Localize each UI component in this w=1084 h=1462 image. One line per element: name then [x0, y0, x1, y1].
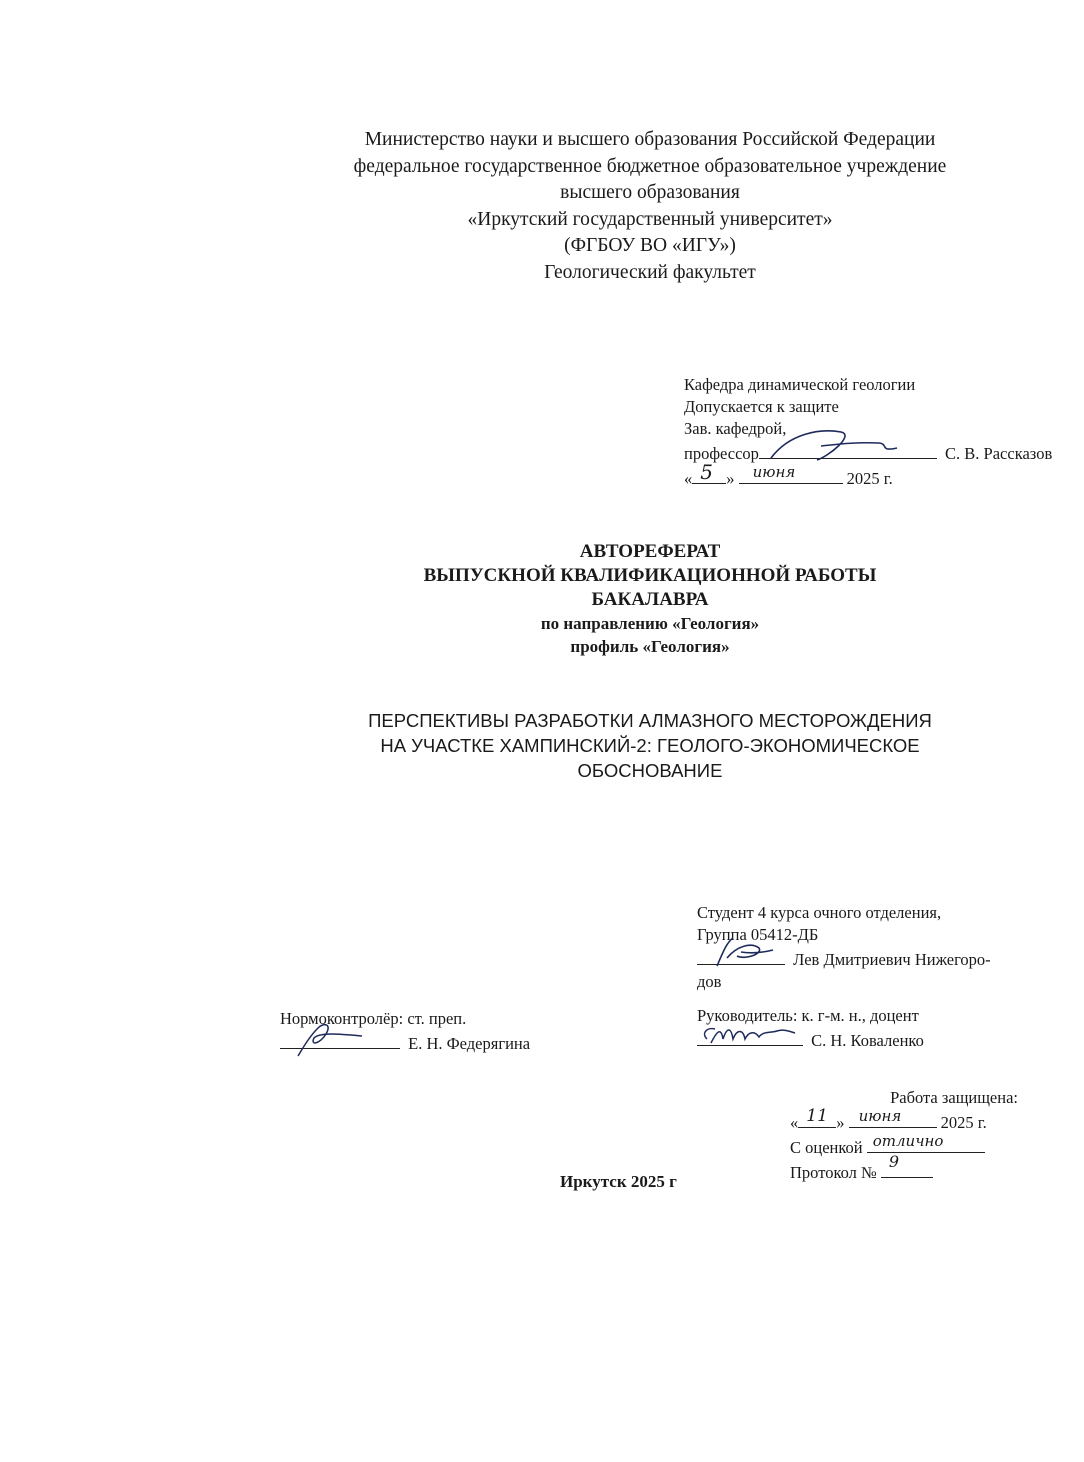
- supervisor-block: [697, 1005, 924, 1052]
- supervisor-signature-line: [697, 1027, 924, 1052]
- student-block: [697, 902, 991, 993]
- admitted-label: Допускается к защите: [684, 397, 839, 416]
- signature-icon: [697, 1013, 803, 1053]
- approval-block: [684, 374, 1052, 490]
- defense-block: [790, 1087, 1030, 1184]
- signature-icon: [280, 1016, 400, 1060]
- date-day: 11: [806, 1106, 828, 1126]
- signature-underline: [697, 1027, 803, 1046]
- department-label: Кафедра динамической геологии: [684, 375, 916, 394]
- header-line: Министерство науки и высшего образования Российской Федерации: [364, 129, 936, 150]
- position-label: профессор: [684, 444, 759, 463]
- supervisor-label: Руководитель: к. г-м. н., доцент: [697, 1006, 919, 1025]
- date-year: 2025 г.: [846, 469, 893, 488]
- quote-open: «: [684, 469, 693, 488]
- profile-line: профиль «Геология»: [570, 637, 730, 656]
- student-course: Студент 4 курса очного отделения,: [697, 903, 942, 922]
- quote-close: »: [726, 469, 735, 488]
- signature-underline: [759, 440, 937, 459]
- quote-close: »: [836, 1113, 845, 1132]
- header-line: (ФГБОУ ВО «ИГУ»): [564, 235, 736, 256]
- header-line: федеральное государственное бюджетное образовательное учреждение: [353, 155, 947, 177]
- signature-icon: [759, 426, 937, 466]
- protocol-label: Протокол №: [790, 1163, 877, 1182]
- ministry-header: [250, 127, 1050, 286]
- thesis-topic: [300, 708, 1000, 783]
- date-month: июня: [858, 1107, 902, 1125]
- day-field: [692, 460, 726, 484]
- protocol-line: [790, 1152, 1030, 1184]
- date-month: июня: [752, 463, 796, 481]
- title-line: БАКАЛАВРА: [591, 589, 709, 610]
- student-signature-line: [697, 946, 991, 971]
- day-field: [798, 1106, 836, 1128]
- grade-label: С оценкой: [790, 1138, 863, 1157]
- grade-line: [790, 1134, 1030, 1159]
- normcontrol-label: Нормоконтролёр: ст. преп.: [280, 1009, 467, 1028]
- date-day: 5: [700, 460, 713, 484]
- month-field: [849, 1109, 937, 1128]
- protocol-field: [881, 1152, 933, 1178]
- header-line: «Иркутский государственный университет»: [467, 208, 833, 230]
- header-line: Геологический факультет: [544, 261, 756, 283]
- topic-line: НА УЧАСТКЕ ХАМПИНСКИЙ-2: ГЕОЛОГО-ЭКОНОМИЧЕСКОЕ: [380, 735, 920, 756]
- date-year: 2025 г.: [940, 1113, 987, 1132]
- topic-line: ОБОСНОВАНИЕ: [577, 760, 723, 781]
- normcontrol-name: Е. Н. Федерягина: [408, 1034, 531, 1053]
- grade-value: отлично: [872, 1132, 944, 1150]
- title-line: ВЫПУСКНОЙ КВАЛИФИКАЦИОННОЙ РАБОТЫ: [423, 565, 877, 586]
- student-name: Лев Дмитриевич Нижегоро-: [793, 950, 991, 969]
- title-line: АВТОРЕФЕРАТ: [579, 541, 721, 562]
- signature-icon: [697, 932, 785, 972]
- supervisor-name: С. Н. Коваленко: [811, 1031, 924, 1050]
- normcontrol-block: [280, 1008, 530, 1055]
- city-year: Иркутск 2025 г: [560, 1172, 677, 1191]
- protocol-value: 9: [888, 1152, 900, 1171]
- approval-date: [684, 460, 1052, 490]
- signature-underline: [697, 946, 785, 965]
- direction-line: по направлению «Геология»: [540, 614, 760, 633]
- document-title: [300, 540, 1000, 658]
- month-field: [739, 465, 843, 484]
- head-name: С. В. Рассказов: [945, 444, 1053, 463]
- quote-open: «: [790, 1113, 799, 1132]
- signature-underline: [280, 1030, 400, 1049]
- defense-label: Работа защищена:: [890, 1088, 1018, 1107]
- topic-line: ПЕРСПЕКТИВЫ РАЗРАБОТКИ АЛМАЗНОГО МЕСТОРОЖДЕНИЯ: [368, 710, 932, 731]
- grade-field: [867, 1134, 985, 1153]
- normcontrol-signature-line: [280, 1030, 530, 1055]
- student-group: Группа 05412-ДБ: [697, 925, 819, 944]
- head-signature-line: [684, 440, 1052, 465]
- header-line: высшего образования: [560, 182, 740, 203]
- head-label: Зав. кафедрой,: [684, 419, 787, 438]
- student-name-cont: дов: [697, 972, 722, 991]
